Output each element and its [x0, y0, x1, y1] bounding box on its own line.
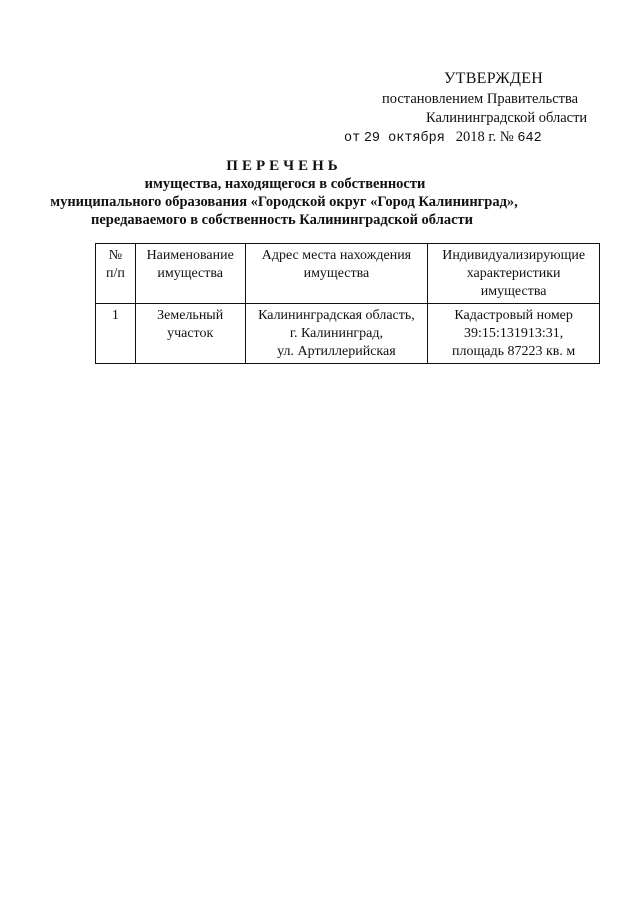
cell-text: 39:15:131913:31,	[464, 326, 564, 341]
document-heading	[50, 157, 620, 229]
approval-date-prefix: от	[344, 131, 361, 146]
header-text: имущества	[157, 266, 224, 281]
header-number	[96, 244, 136, 304]
header-text: имущества	[480, 284, 547, 299]
header-text: Адрес места нахождения	[261, 248, 412, 263]
approval-title: УТВЕРЖДЕН	[444, 70, 544, 87]
document-title: ПЕРЕЧЕНЬ	[226, 158, 342, 174]
approval-date-line	[344, 128, 542, 148]
approval-date-day-month: 29 октября	[363, 131, 445, 146]
header-name	[135, 244, 245, 304]
header-text: Наименование	[146, 248, 234, 263]
table-header-row	[96, 244, 600, 304]
approval-date-year: 2018 г. №	[455, 129, 514, 145]
approval-region-line: Калининградской области	[426, 110, 588, 126]
cell-text: 1	[111, 308, 119, 323]
header-text: п/п	[105, 266, 125, 281]
cell-text: участок	[167, 326, 214, 341]
header-text: характеристики	[466, 266, 561, 281]
cell-characteristics	[428, 304, 600, 364]
cell-text: Кадастровый номер	[454, 308, 573, 323]
approval-decree-line: постановлением Правительства	[382, 91, 579, 107]
cell-number	[96, 304, 136, 364]
property-table	[95, 243, 600, 364]
header-text: №	[108, 248, 123, 263]
cell-text: площадь 87223 кв. м	[452, 344, 576, 359]
table-row	[96, 304, 600, 364]
heading-line-1: имущества, находящегося в собственности	[144, 176, 426, 192]
cell-name	[135, 304, 245, 364]
cell-text: Земельный	[157, 308, 224, 323]
header-text: имущества	[303, 266, 370, 281]
heading-line-3: передаваемого в собственность Калининградской области	[90, 212, 473, 228]
cell-text: ул. Артиллерийская	[277, 344, 396, 359]
heading-line-2: муниципального образования «Городской округ «Город Калининград»,	[50, 194, 518, 210]
cell-address	[245, 304, 428, 364]
cell-text: Калининградская область,	[258, 308, 415, 323]
approval-number: 642	[517, 131, 542, 146]
header-text: Индивидуализирующие	[442, 248, 586, 263]
header-characteristics	[428, 244, 600, 304]
cell-text: г. Калининград,	[289, 326, 384, 341]
header-address	[245, 244, 428, 304]
